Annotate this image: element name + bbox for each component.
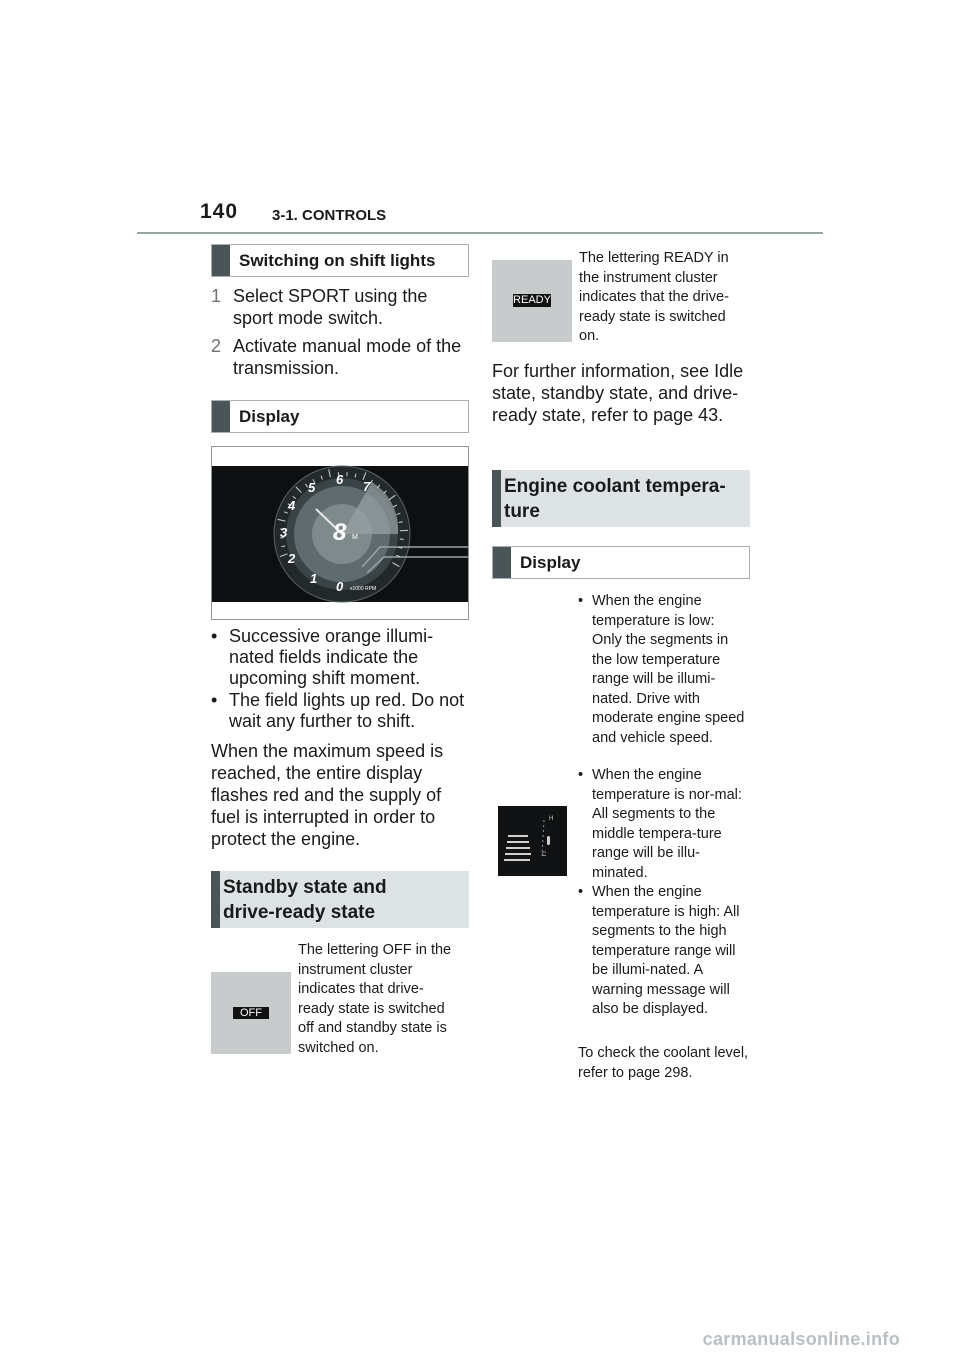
- bullet-text: Successive orange illumi-nated fields indicate the upcoming shift moment.: [229, 626, 434, 688]
- coolant-gauge-svg: [498, 806, 567, 876]
- tach-label-7: 7: [363, 479, 371, 494]
- tach-label-4: 4: [288, 498, 296, 513]
- heading-bar: [493, 547, 511, 578]
- off-caption: The lettering OFF in the instrument cluster indicates that drive-ready state is switched off and standby state is switched on.: [298, 942, 452, 1056]
- tach-label-6: 6: [336, 472, 344, 487]
- standby-heading-box: [211, 871, 469, 928]
- coolant-display-heading: Display: [520, 553, 581, 572]
- tachometer-image: [211, 446, 469, 620]
- display-heading-box: [211, 400, 469, 433]
- coolant-cold-label: C: [542, 852, 547, 858]
- coolant-heading-box: [492, 470, 750, 527]
- further-info-paragraph: For further information, see Idle state, standby state, and drive-ready state, refer to page 43.: [492, 361, 744, 425]
- bullet-dot: •: [211, 626, 218, 646]
- tach-label-0: 0: [336, 579, 344, 594]
- tach-label-1: 1: [310, 571, 318, 586]
- tach-label-2: 2: [288, 551, 296, 566]
- step-text: Activate manual mode of the transmission.: [233, 336, 462, 378]
- bullet-text: When the engine temperature is low: Only the segments in the low temperature range will be illumi-nated. Drive with moderate engine speed and vehicle speed.: [592, 593, 745, 746]
- coolant-gauge-image: [498, 806, 567, 876]
- thermometer-icon: [547, 836, 550, 845]
- tach-label-5: 5: [308, 480, 316, 495]
- heading-bar: [212, 401, 230, 432]
- switching-heading-box: [211, 244, 469, 277]
- section-title: 3-1. CONTROLS: [272, 207, 387, 224]
- switching-heading: Switching on shift lights: [239, 251, 436, 270]
- display-heading: Display: [239, 407, 300, 426]
- heading-bar: [211, 871, 220, 928]
- check-coolant-text: To check the coolant level, refer to page 298.: [578, 1045, 749, 1081]
- bullet-text: The field lights up red. Do not wait any further to shift.: [229, 690, 465, 731]
- coolant-hot-label: H: [549, 816, 554, 822]
- standby-heading: Standby state and drive-ready state: [223, 877, 387, 923]
- gear-indicator: 8: [333, 519, 347, 546]
- max-speed-paragraph: When the maximum speed is reached, the entire display flashes red and the supply of fuel is interrupted in order to protect the engine.: [211, 741, 444, 849]
- off-badge: OFF: [233, 1007, 269, 1019]
- ready-caption: The lettering READY in the instrument cluster indicates that the drive-ready state is switched on.: [579, 250, 729, 344]
- ready-indicator-image: [492, 260, 572, 342]
- page-number: 140: [200, 200, 239, 223]
- step-number: 1: [211, 286, 222, 306]
- gear-mode: M: [352, 534, 358, 541]
- watermark: carmanualsonline.info: [702, 1329, 900, 1349]
- rpm-unit: x1000 RPM: [350, 586, 377, 592]
- coolant-heading: Engine coolant tempera-ture: [504, 476, 726, 522]
- bullet-dot: •: [578, 767, 584, 783]
- step-number: 2: [211, 336, 222, 356]
- bullet-dot: •: [211, 690, 218, 710]
- bullet-dot: •: [578, 884, 584, 900]
- step-text: Select SPORT using the sport mode switch.: [233, 286, 428, 328]
- heading-bar: [212, 245, 230, 276]
- bullet-text: When the engine temperature is high: All segments to the high temperature range will be illumi-nated. A warning message will also be displayed.: [592, 884, 740, 1017]
- bullet-text: When the engine temperature is nor-mal: All segments to the middle tempera-ture range will be illu-minated.: [592, 767, 742, 881]
- off-indicator-image: [211, 972, 291, 1054]
- bullet-dot: •: [578, 593, 584, 609]
- tach-label-3: 3: [280, 525, 288, 540]
- coolant-display-heading-box: [492, 546, 750, 579]
- ready-badge: READY: [513, 294, 551, 306]
- heading-bar: [492, 470, 501, 527]
- header-divider: [137, 232, 823, 234]
